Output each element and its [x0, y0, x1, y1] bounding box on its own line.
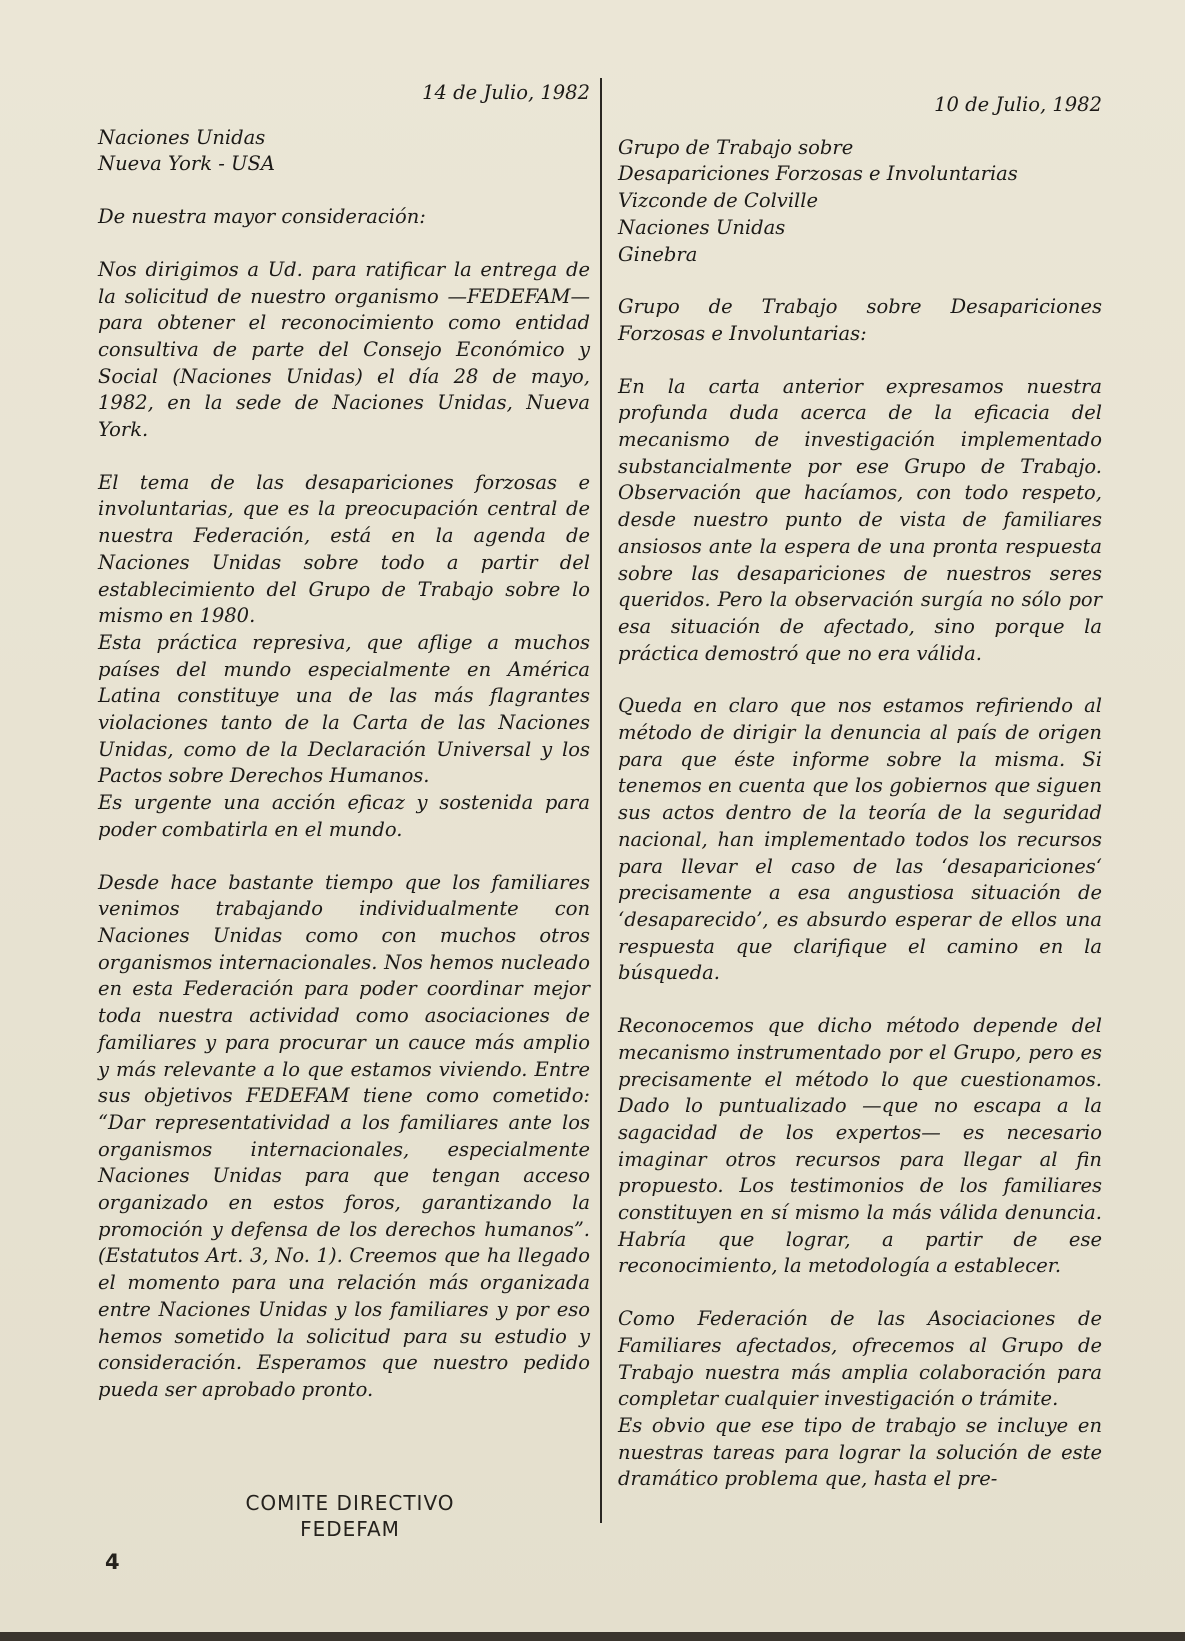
paragraph: El tema de las desapariciones forzosas e involuntarias, que es la preocupación central de nuestra Federación, está en la agenda de Naciones Unidas sobre todo a partir del establecimiento del Grupo de Trabajo sobre lo mismo en 1980. — [98, 470, 590, 628]
left-letter — [98, 80, 590, 1404]
paragraph: Es urgente una acción eficaz y sostenida para poder combatirla en el mundo. — [98, 791, 590, 841]
paragraph: Nos dirigimos a Ud. para ratificar la entrega de la solicitud de nuestro organismo —FEDEFAM— para obtener el reconocimiento como entidad consultiva de parte del Consejo Económico y Social (Naciones Unidas) el día 28 de mayo, 1982, en la sede de Naciones Unidas, Nueva York. — [98, 257, 590, 442]
address-line: Nueva York - USA — [98, 152, 275, 176]
page-edge-shadow — [0, 1632, 1185, 1641]
recipient-address — [98, 125, 590, 178]
column-divider — [600, 78, 602, 1523]
page-number: 4 — [105, 1550, 120, 1574]
paragraph: Desde hace bastante tiempo que los familiares venimos trabajando individualmente con Naciones Unidas como con muchos otros organismos internacionales. Nos hemos nucleado en esta Federación para poder coordinar mejor toda nuestra actividad como asociaciones de familiares y para procurar un cauce más amplio y más relevante a lo que estamos viviendo. Entre sus objetivos FEDEFAM tiene como cometido: “Dar representatividad a los familiares ante los organismos internacionales, especialmente Naciones Unidas para que tengan acceso organizado en estos foros, garantizando la promoción y defensa de los derechos humanos”. (Estatutos Art. 3, No. 1). Creemos que ha llegado el momento para una relación más organizada entre Naciones Unidas y los familiares y por eso hemos sometido la solicitud para su estudio y consideración. Esperamos que nuestro pedido pueda ser aprobado pronto. — [98, 870, 590, 1401]
address-line: Naciones Unidas — [618, 215, 786, 239]
salutation: Grupo de Trabajo sobre Desapariciones Forzosas e Involuntarias: — [618, 295, 1102, 345]
paragraph: Queda en claro que nos estamos refiriendo al método de dirigir la denuncia al país de origen para que éste informe sobre la misma. Si tenemos en cuenta que los gobiernos que siguen sus actos dentro de la teoría de la seguridad nacional, han implementado todos los recursos para llevar el caso de las ‘desapariciones‘ precisamente a esa angustiosa situación de ‘desaparecido’, es absurdo esperar de ellos una respuesta que clarifique el camino en la búsqueda. — [618, 694, 1102, 985]
address-line: Naciones Unidas — [98, 125, 266, 149]
address-line: Desapariciones Forzosas e Involuntarias — [618, 162, 1018, 186]
signature-block — [200, 1490, 500, 1542]
address-line: Grupo de Trabajo sobre — [618, 135, 854, 159]
signature-line: COMITE DIRECTIVO — [245, 1491, 455, 1515]
salutation: De nuestra mayor consideración: — [98, 205, 426, 229]
address-line: Ginebra — [618, 242, 698, 266]
right-letter — [618, 92, 1102, 1493]
paragraph: Reconocemos que dicho método depende del mecanismo instrumentado por el Grupo, pero es precisamente el método lo que cuestionamos. Dado lo puntualizado —que no escapa a la sagacidad de los expertos— es necesario imaginar otros recursos para llegar al fin propuesto. Los testimonios de los familiares constituyen en sí mismo la más válida denuncia. Habría que lograr, a partir de ese reconocimiento, la metodología a establecer. — [618, 1014, 1102, 1278]
address-line: Vizconde de Colville — [618, 189, 819, 213]
paragraph: Esta práctica represiva, que aflige a muchos países del mundo especialmente en América Latina constituye una de las más flagrantes violaciones tanto de la Carta de las Naciones Unidas, como de la Declaración Universal y los Pactos sobre Derechos Humanos. — [98, 630, 590, 788]
recipient-address — [618, 135, 1102, 269]
paragraph: En la carta anterior expresamos nuestra profunda duda acerca de la eficacia del mecanismo de investigación implementado substancialmente por ese Grupo de Trabajo. Observación que hacíamos, con todo respeto, desde nuestro punto de vista de familiares ansiosos ante la espera de una pronta respuesta sobre las desapariciones de nuestros seres queridos. Pero la observación surgía no sólo por esa situación de afectado, sino porque la práctica demostró que no era válida. — [618, 374, 1102, 665]
paragraph: Es obvio que ese tipo de trabajo se incluye en nuestras tareas para lograr la solución de este dramático problema que, hasta el pre- — [618, 1413, 1102, 1491]
letter-date: 14 de Julio, 1982 — [422, 81, 590, 104]
paragraph: Como Federación de las Asociaciones de Familiares afectados, ofrecemos al Grupo de Trabajo nuestra más amplia colaboración para completar cualquier investigación o trámite. — [618, 1307, 1102, 1411]
signature-line: FEDEFAM — [300, 1517, 400, 1541]
letter-date: 10 de Julio, 1982 — [934, 93, 1102, 116]
